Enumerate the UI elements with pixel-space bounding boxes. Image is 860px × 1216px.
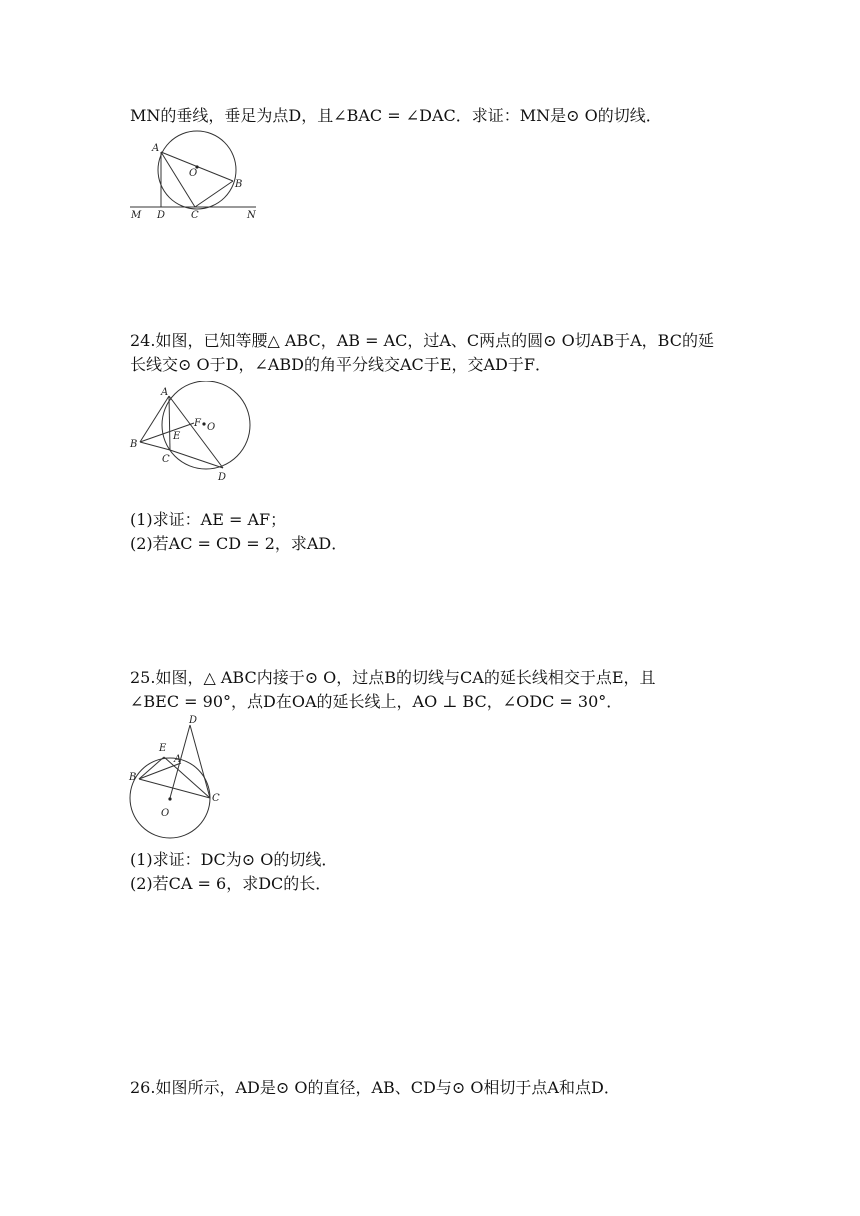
q24-label-o: O — [207, 422, 216, 433]
q25-label-d: D — [189, 715, 198, 726]
q26-statement: 26.如图所示，AD是⊙ O的直径，AB、CD与⊙ O相切于点A和点D． — [130, 1078, 620, 1097]
q25-statement-line1: 25.如图，△ ABC内接于⊙ O，过点B的切线与CA的延长线相交于点E，且 — [130, 668, 656, 687]
q25-label-b: B — [129, 772, 137, 783]
q25-statement-line2: ∠BEC = 90°，点D在OA的延长线上，AO ⊥ BC，∠ODC = 30°． — [130, 692, 623, 711]
q25-label-o: O — [161, 808, 170, 819]
q25-part1: (1)求证：DC为⊙ O的切线． — [130, 850, 338, 869]
q24-label-a: A — [161, 387, 169, 398]
q24-figure — [128, 381, 258, 485]
q24-label-f: F — [194, 418, 201, 429]
q23-statement: MN的垂线，垂足为点D，且∠BAC = ∠DAC．求证：MN是⊙ O的切线． — [130, 106, 662, 125]
q24-label-b: B — [130, 439, 138, 450]
q23-label-b: B — [235, 179, 243, 190]
q25-part2: (2)若CA = 6，求DC的长． — [130, 874, 332, 893]
q23-figure — [128, 126, 268, 226]
q25-label-c: C — [212, 793, 220, 804]
q24-statement-line1: 24.如图，已知等腰△ ABC，AB = AC，过A、C两点的圆⊙ O切AB于A，BC的延 — [130, 331, 714, 350]
q24-label-e: E — [173, 431, 181, 442]
q23-label-d: D — [157, 210, 166, 221]
q25-label-e: E — [159, 743, 167, 754]
q24-label-c: C — [162, 454, 170, 465]
q23-label-c: C — [191, 210, 199, 221]
q23-label-m: M — [131, 210, 142, 221]
q24-label-d: D — [218, 472, 227, 481]
q23-label-n: N — [247, 210, 256, 221]
q25-label-a: A — [174, 754, 182, 765]
q23-label-o: O — [189, 168, 198, 179]
q24-statement-line2: 长线交⊙ O于D，∠ABD的角平分线交AC于E，交AD于F． — [130, 355, 551, 374]
q23-label-a: A — [152, 143, 160, 154]
q24-part1: (1)求证：AE = AF； — [130, 510, 287, 529]
q24-part2: (2)若AC = CD = 2，求AD． — [130, 534, 348, 553]
q25-figure — [126, 713, 226, 849]
